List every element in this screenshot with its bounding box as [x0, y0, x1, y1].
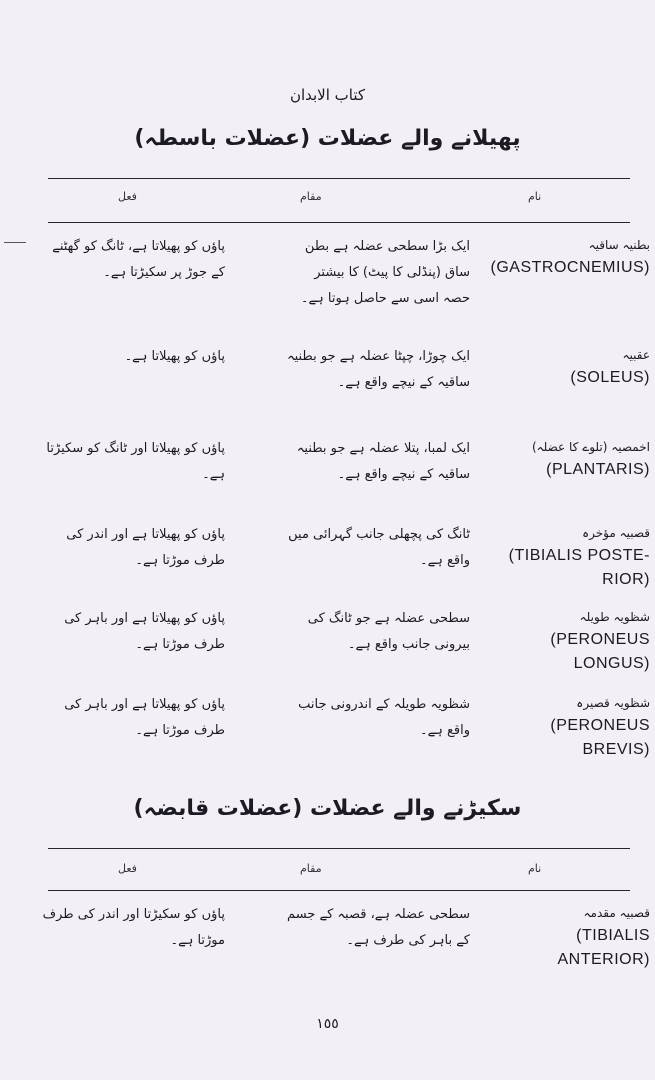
row-action: پاؤں کو پھیلاتا اور ٹانگ کو سکیڑتا ہے۔ — [46, 441, 225, 482]
column-header-name: نام — [528, 190, 542, 203]
table-header-rule — [48, 890, 630, 891]
section-title-extensors: پھیلانے والے عضلات (عضلات باسطہ) — [134, 126, 521, 151]
table-top-rule — [48, 848, 630, 849]
row-action: پاؤں کو پھیلاتا ہے اور باہر کی طرف موڑتا ہے۔ — [64, 697, 225, 738]
muscle-name-latin: (TIBIALIS POSTE- RIOR) — [508, 547, 650, 588]
row-name — [450, 692, 650, 762]
column-header-action: فعل — [118, 190, 137, 203]
muscle-name-urdu: بطنیہ ساقیہ — [588, 238, 650, 252]
muscle-name-latin: (SOLEUS) — [570, 369, 650, 386]
row-place: شظویہ طویلہ کے اندرونی جانب واقع ہے۔ — [298, 697, 470, 738]
muscle-name-latin: (PERONEUS BREVIS) — [550, 717, 650, 758]
row-place: ٹانگ کی پچھلی جانب گہرائی میں واقع ہے۔ — [288, 527, 470, 568]
row-action: پاؤں کو پھیلاتا ہے۔ — [124, 349, 225, 364]
row-name — [450, 436, 650, 482]
margin-mark — [4, 242, 26, 243]
column-header-name: نام — [528, 862, 542, 875]
column-header-place: مقام — [300, 862, 322, 875]
row-place: سطحی عضلہ ہے، قصبہ کے جسم کے باہر کی طرف ہے۔ — [287, 907, 470, 948]
muscle-name-urdu: قصبیہ مقدمہ — [583, 906, 650, 920]
row-action: پاؤں کو سکیڑتا اور اندر کی طرف موڑتا ہے۔ — [42, 907, 225, 948]
muscle-name-latin: (PERONEUS LONGUS) — [550, 631, 650, 672]
muscle-name-urdu: شظویہ قصیرہ — [576, 696, 650, 710]
row-place: سطحی عضلہ ہے جو ٹانگ کی بیرونی جانب واقع ہے۔ — [307, 611, 470, 652]
muscle-name-urdu: اخمصیہ (تلوے کا عضلہ) — [531, 440, 650, 454]
row-name — [450, 522, 650, 592]
column-header-action: فعل — [118, 862, 137, 875]
row-name — [450, 606, 650, 676]
page-number: ١٥٥ — [316, 1016, 339, 1032]
muscle-name-latin: (PLANTARIS) — [546, 461, 650, 478]
muscle-name-urdu: شظویہ طویلہ — [579, 610, 650, 624]
row-place: ایک لمبا، پتلا عضلہ ہے جو بطنیہ ساقیہ کے نیچے واقع ہے۔ — [296, 441, 470, 482]
muscle-name-latin: (GASTROCNEMIUS) — [490, 259, 650, 276]
row-action: پاؤں کو پھیلاتا ہے اور باہر کی طرف موڑتا ہے۔ — [64, 611, 225, 652]
row-action: پاؤں کو پھیلاتا ہے، ٹانگ کو گھٹنے کے جوڑ پر سکیڑتا ہے۔ — [52, 239, 225, 280]
row-place: ایک چوڑا، چپٹا عضلہ ہے جو بطنیہ ساقیہ کے نیچے واقع ہے۔ — [286, 349, 470, 390]
row-name — [450, 234, 650, 280]
book-title: کتاب الابدان — [289, 86, 366, 104]
row-action: پاؤں کو پھیلاتا ہے اور اندر کی طرف موڑتا ہے۔ — [66, 527, 225, 568]
row-name — [450, 902, 650, 972]
muscle-name-urdu: عقبیہ — [622, 348, 650, 362]
row-name — [450, 344, 650, 390]
muscle-name-urdu: قصبیہ مؤخرہ — [582, 526, 650, 540]
row-place: ایک بڑا سطحی عضلہ ہے بطن ساق (پنڈلی کا پیٹ) کا بیشتر حصہ اسی سے حاصل ہوتا ہے۔ — [300, 239, 470, 306]
table-header-rule — [48, 222, 630, 223]
column-header-place: مقام — [300, 190, 322, 203]
table-top-rule — [48, 178, 630, 179]
muscle-name-latin: (TIBIALIS ANTERIOR) — [557, 927, 650, 968]
section-title-flexors: سکیڑنے والے عضلات (عضلات قابضہ) — [133, 796, 522, 821]
